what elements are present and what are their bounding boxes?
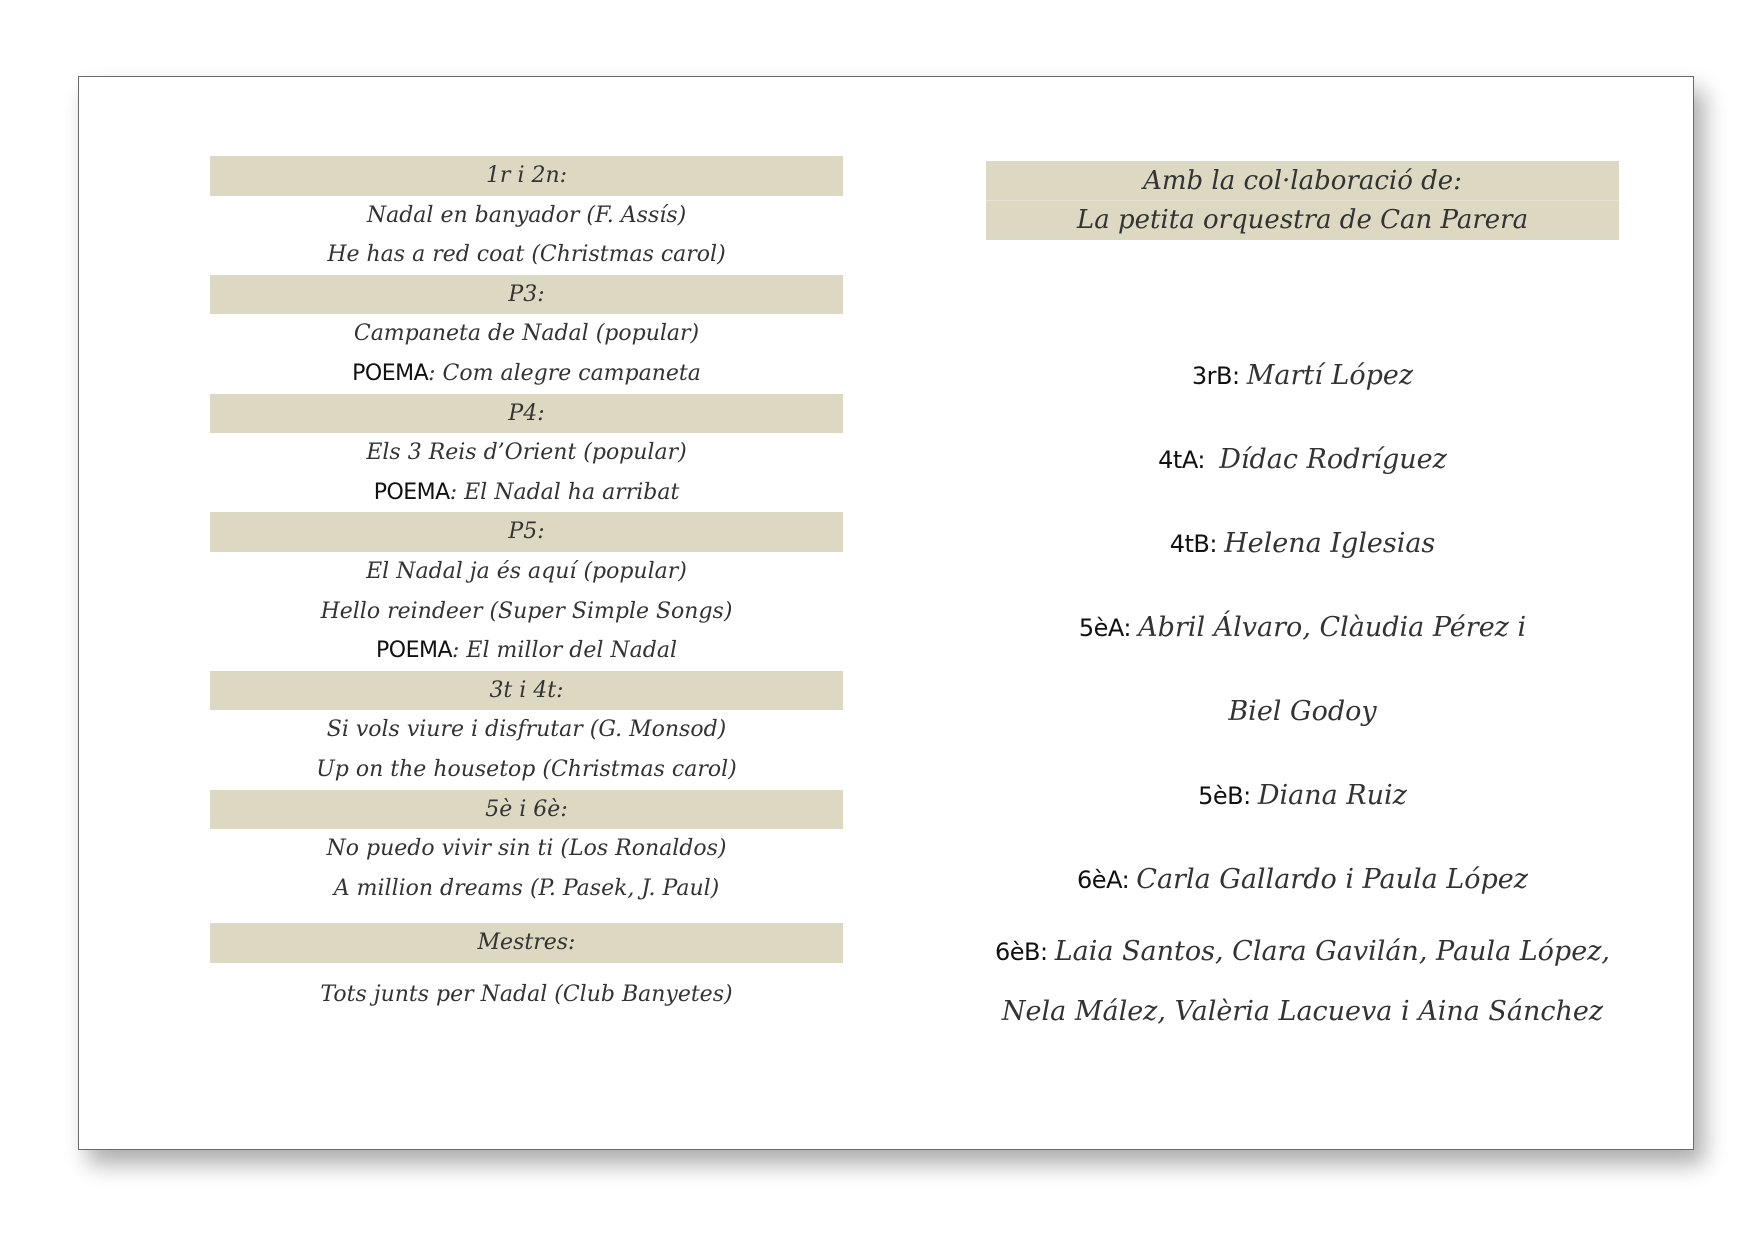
participant-names: Martí López (1246, 360, 1414, 391)
group-heading: P4: (210, 394, 843, 434)
participant-row (986, 982, 1619, 1042)
poem-entry (210, 354, 843, 394)
song-entry: Nadal en banyador (F. Assís) (366, 202, 687, 228)
group-heading: P3: (210, 275, 843, 315)
group-heading: Mestres: (210, 923, 843, 963)
song-entry: Els 3 Reis d’Orient (popular) (366, 440, 687, 466)
class-separator: : (1243, 782, 1258, 810)
group-heading: 3t i 4t: (210, 671, 843, 711)
participant-names: Helena Iglesias (1224, 528, 1436, 559)
class-label: 6èA (1077, 866, 1122, 894)
collaboration-title: Amb la col·laboració de: (1143, 166, 1462, 196)
class-separator: : (1197, 446, 1220, 474)
program-column (210, 156, 843, 1014)
participant-row (986, 334, 1619, 418)
song-entry: Campaneta de Nadal (popular) (353, 321, 700, 347)
song-entry: A million dreams (P. Pasek, J. Paul) (333, 875, 720, 901)
participant-names: Abril Álvaro, Clàudia Pérez i (1138, 612, 1527, 643)
participant-row (986, 418, 1619, 502)
participant-row (986, 922, 1619, 982)
poem-entry (210, 473, 843, 513)
poem-label: POEMA (376, 638, 453, 664)
participant-row (986, 670, 1619, 754)
class-label: 3rB (1191, 362, 1232, 390)
participant-names: Laia Santos, Clara Gavilán, Paula López, (1054, 936, 1610, 967)
collaboration-column (986, 161, 1619, 1042)
participant-names: Dídac Rodríguez (1219, 444, 1447, 475)
participant-row (986, 838, 1619, 922)
song-entry: No puedo vivir sin ti (Los Ronaldos) (326, 836, 727, 862)
participant-row (986, 586, 1619, 670)
participant-names: Nela Mález, Valèria Lacueva i Aina Sánchez (1001, 996, 1604, 1027)
song-entry: Si vols viure i disfrutar (G. Monsod) (326, 717, 727, 743)
song-entry: Hello reindeer (Super Simple Songs) (320, 598, 733, 624)
orchestra-name: La petita orquestra de Can Parera (986, 200, 1619, 239)
class-separator: : (1040, 938, 1055, 966)
poem-title: : El Nadal ha arribat (449, 479, 680, 505)
participant-names: Diana Ruiz (1257, 780, 1407, 811)
class-label: 6èB (995, 938, 1040, 966)
class-separator: : (1232, 362, 1247, 390)
group-heading: 5è i 6è: (210, 790, 843, 830)
song-entry: Up on the housetop (Christmas carol) (316, 756, 737, 782)
class-label: 4tA (1158, 446, 1198, 474)
poem-label: POEMA (352, 360, 429, 386)
poem-entry (210, 631, 843, 671)
class-label: 4tB (1169, 530, 1210, 558)
group-heading: P5: (210, 512, 843, 552)
class-separator: : (1123, 614, 1139, 642)
class-separator: : (1209, 530, 1225, 558)
class-separator: : (1121, 866, 1137, 894)
song-entry: Tots junts per Nadal (Club Banyetes) (320, 981, 733, 1007)
poem-title: : Com alegre campaneta (428, 360, 701, 386)
class-label: 5èB (1198, 782, 1244, 810)
group-heading: 1r i 2n: (210, 156, 843, 196)
song-entry: El Nadal ja és aquí (popular) (366, 558, 687, 584)
class-label: 5èA (1078, 614, 1124, 642)
song-entry: He has a red coat (Christmas carol) (327, 242, 726, 268)
poem-title: : El millor del Nadal (452, 638, 677, 664)
participant-names: Biel Godoy (1228, 696, 1377, 727)
poem-label: POEMA (373, 479, 450, 505)
participants-list (986, 334, 1619, 1042)
participant-row (986, 502, 1619, 586)
collaboration-header (986, 161, 1619, 240)
program-page (78, 76, 1694, 1150)
participant-names: Carla Gallardo i Paula López (1136, 864, 1528, 895)
participant-row (986, 754, 1619, 838)
